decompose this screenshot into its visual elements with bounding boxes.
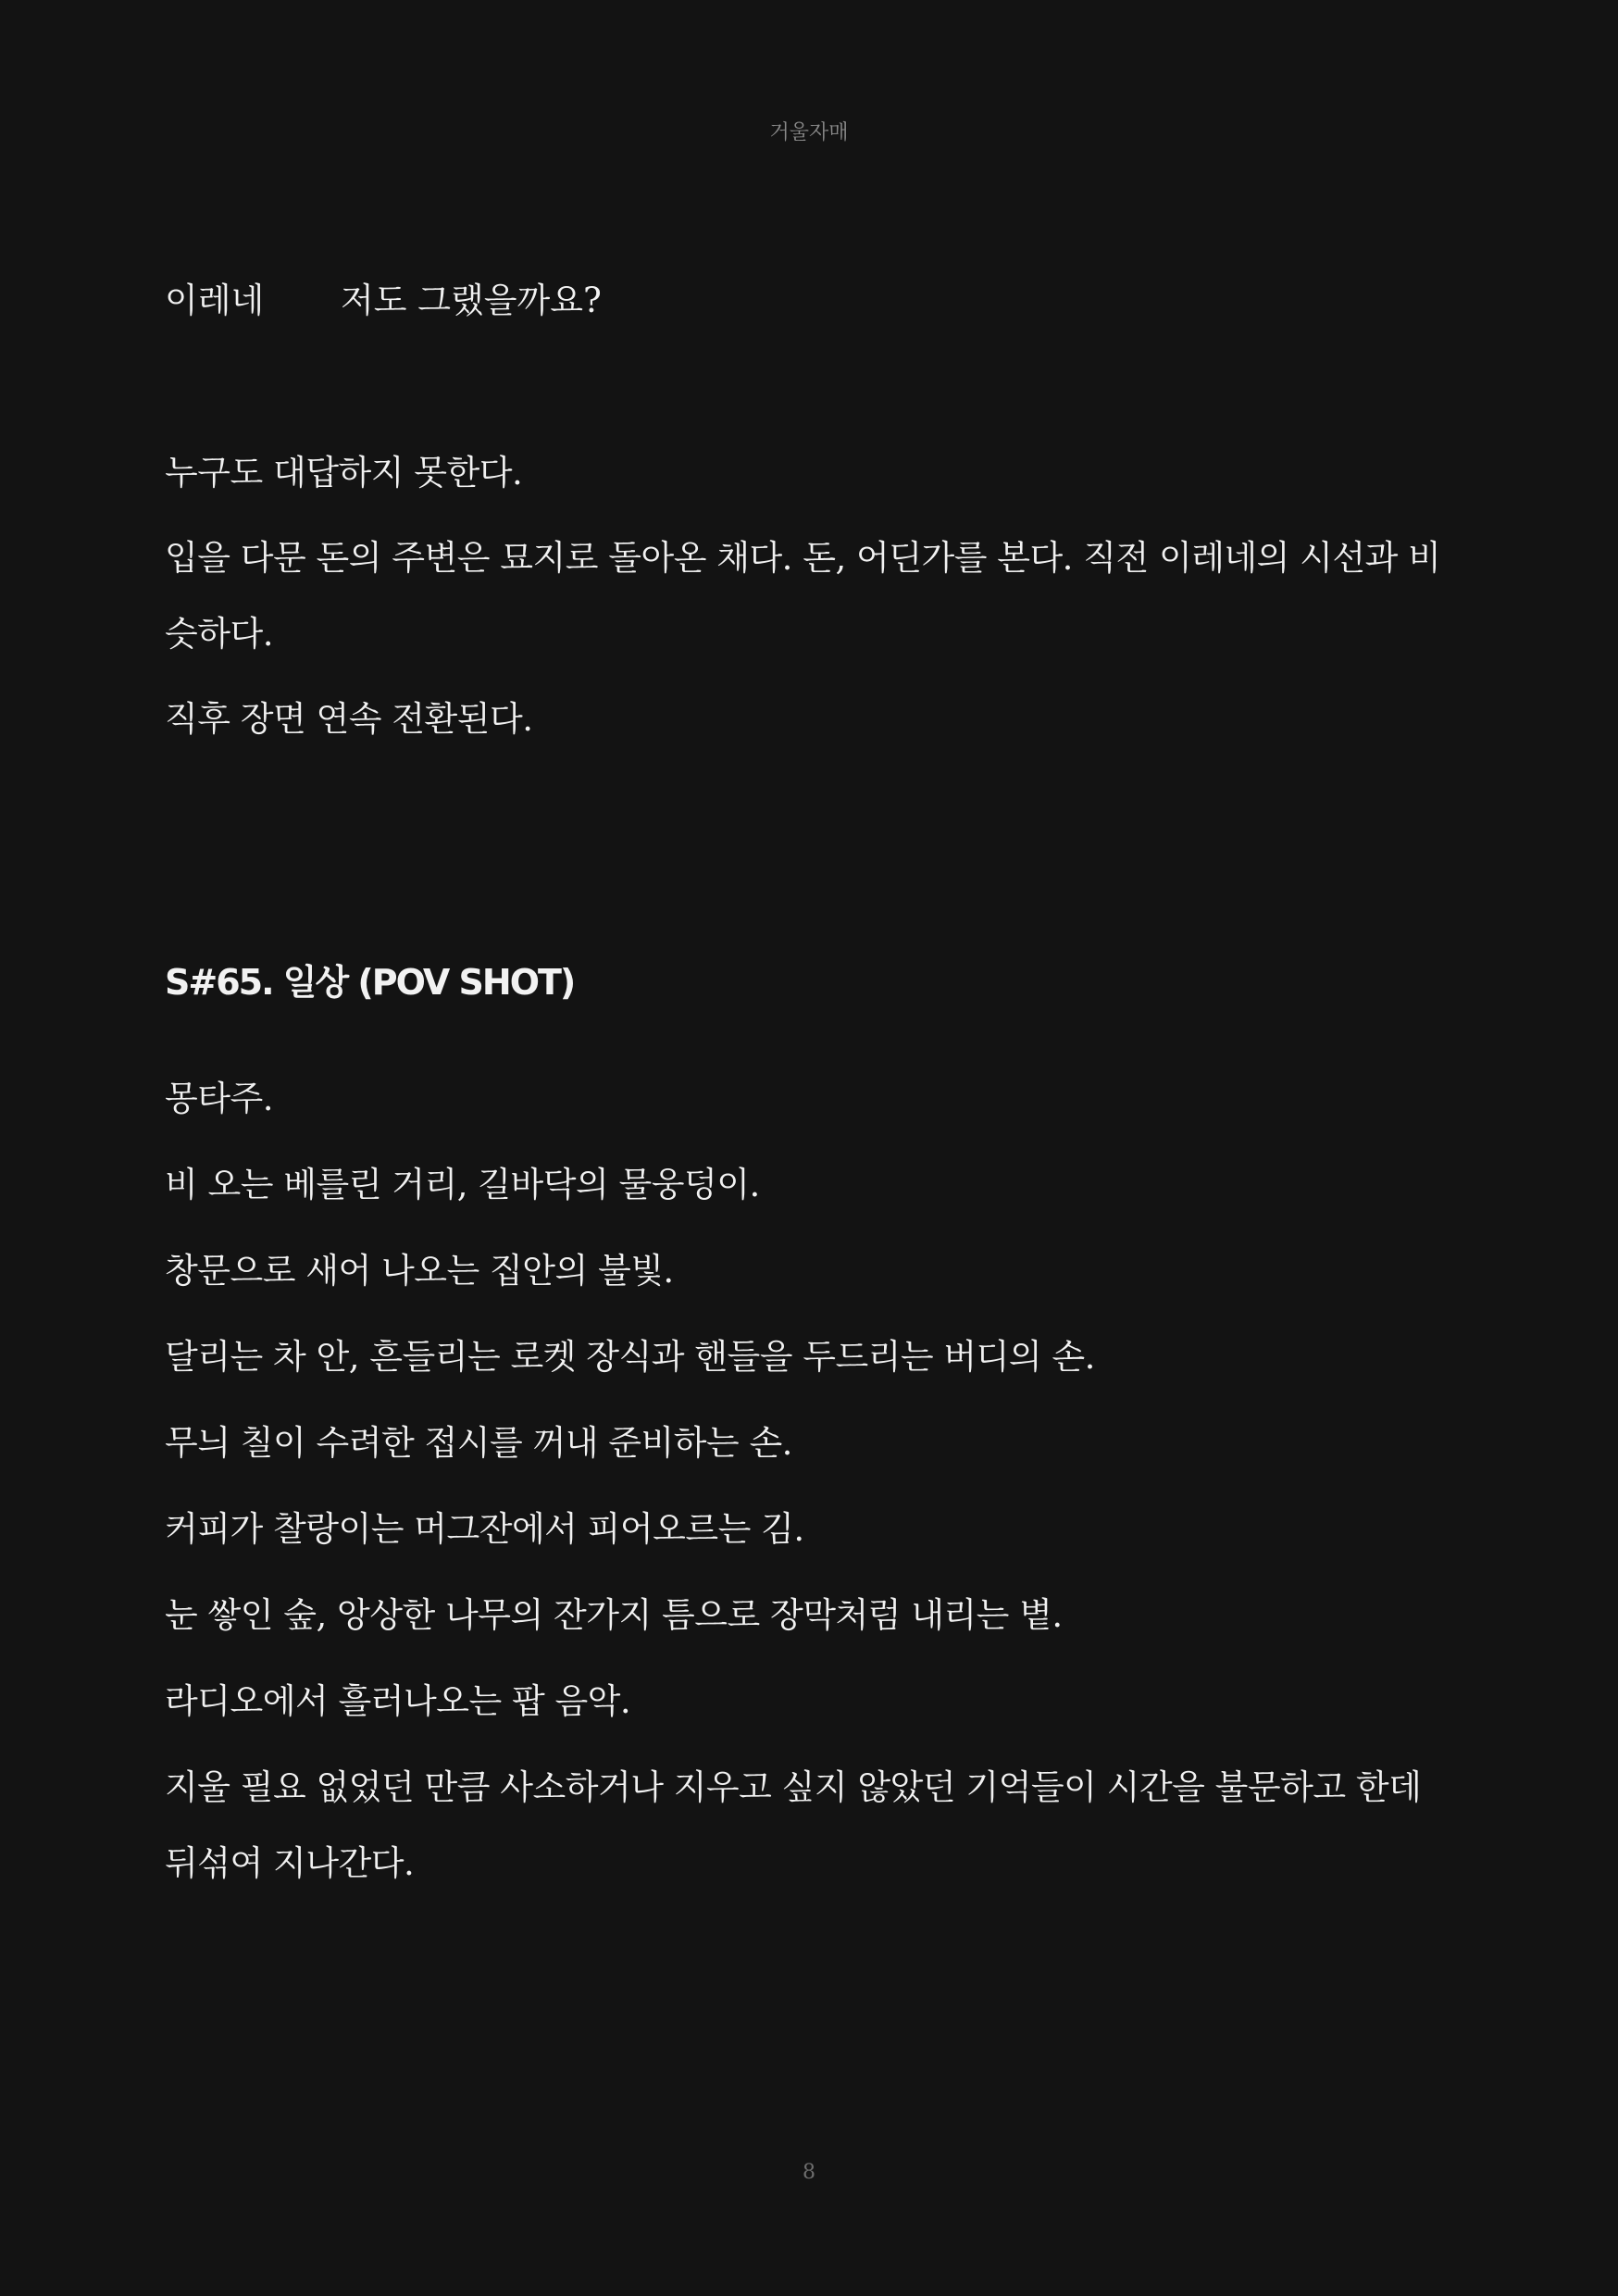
- action-block-2: [165, 1061, 1461, 1912]
- action-paragraph: 라디오에서 흘러나오는 팝 음악.: [165, 1681, 631, 1721]
- page-number: 8: [803, 2161, 815, 2184]
- action-paragraph: 누구도 대답하지 못한다.: [165, 453, 523, 493]
- dialogue-text: 저도 그랬을까요?: [341, 281, 602, 320]
- dialogue-speaker: 이레네: [165, 281, 265, 320]
- action-paragraph: 몽타주.: [165, 1079, 273, 1118]
- action-paragraph: 지울 필요 없었던 만큼 사소하거나 지우고 싶지 않았던 기억들이 시간을 불문하고 한데 뒤섞여 지나간다.: [165, 1767, 1422, 1883]
- action-paragraph: 달리는 차 안, 흔들리는 로켓 장식과 핸들을 두드리는 버디의 손.: [165, 1337, 1095, 1377]
- page-header-title: 거울자매: [769, 121, 849, 144]
- action-paragraph: 창문으로 새어 나오는 집안의 불빛.: [165, 1251, 674, 1291]
- action-paragraph: 커피가 찰랑이는 머그잔에서 피어오르는 김.: [165, 1509, 804, 1549]
- action-paragraph: 무늬 칠이 수려한 접시를 꺼내 준비하는 손.: [165, 1423, 792, 1463]
- action-paragraph: 입을 다문 돈의 주변은 묘지로 돌아온 채다. 돈, 어딘가를 본다. 직전 이레네의 시선과 비슷하다.: [165, 538, 1441, 654]
- action-paragraph: 눈 쌓인 숲, 앙상한 나무의 잔가지 틈으로 장막처럼 내리는 볕.: [165, 1595, 1063, 1635]
- action-paragraph: 비 오는 베를린 거리, 길바닥의 물웅덩이.: [165, 1165, 760, 1204]
- dialogue-line: [165, 278, 602, 324]
- action-block-1: [165, 435, 1461, 767]
- action-paragraph: 직후 장면 연속 전환된다.: [165, 699, 533, 739]
- scene-heading: S#65. 일상 (POV SHOT): [165, 962, 575, 1003]
